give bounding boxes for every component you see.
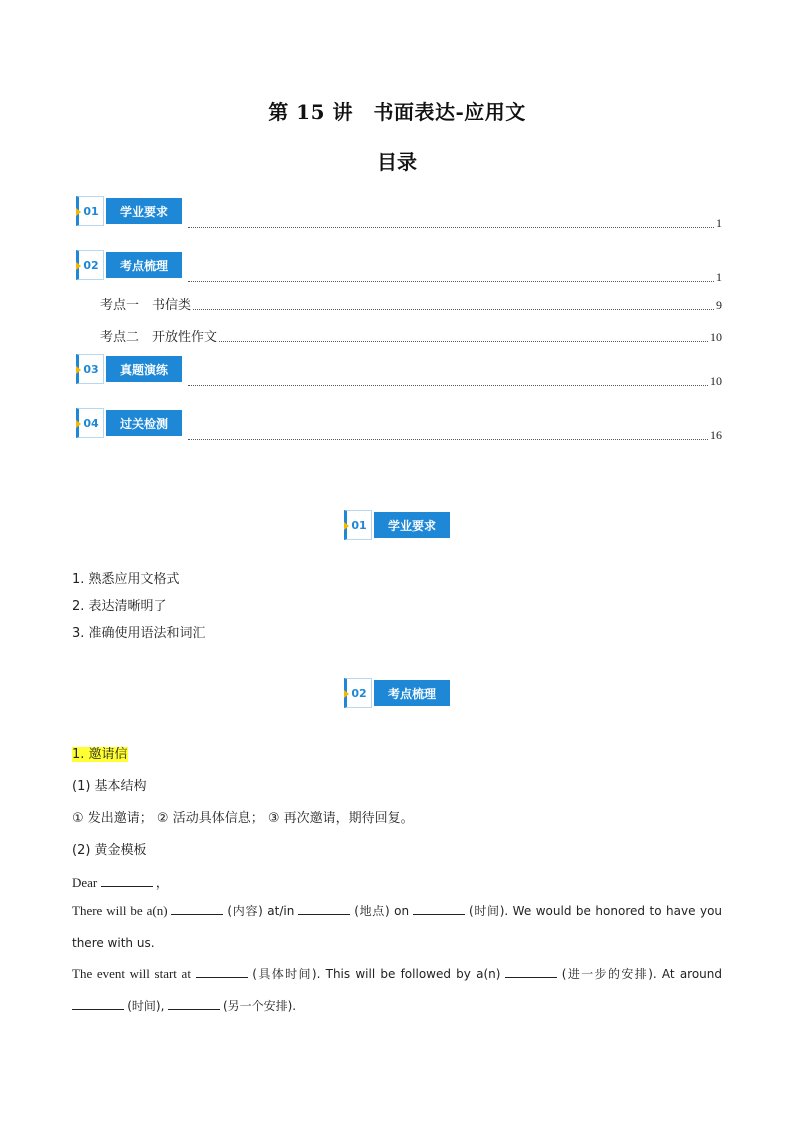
requirement-item-3: 3. 准确使用语法和词汇 [72, 626, 206, 641]
document-title: 第 15 讲 书面表达-应用文 [268, 100, 526, 124]
leader-dots [188, 280, 714, 282]
subheading-structure: (1) 基本结构 [72, 779, 147, 794]
blank-line [196, 965, 248, 978]
text-run: The event will start at [72, 966, 191, 981]
blank-line [413, 902, 465, 915]
text-run: (地点) on [354, 904, 410, 918]
toc-badge-02[interactable] [76, 250, 182, 280]
section-badge-01 [344, 510, 450, 540]
salutation-line [72, 872, 169, 891]
blank-line [505, 965, 557, 978]
page-number: 10 [710, 330, 722, 344]
blank-line [171, 902, 223, 915]
toc-subitem-1[interactable] [100, 294, 722, 313]
leader-dots [188, 438, 708, 440]
toc-subitem-2[interactable] [100, 326, 722, 345]
page-number: 9 [716, 298, 722, 312]
page-number: 10 [710, 374, 722, 388]
leader-dots [188, 226, 714, 228]
subheading-template: (2) 黄金模板 [72, 843, 147, 858]
subitem-label: 考点一 书信类 [100, 298, 192, 313]
toc-badge-01[interactable] [76, 196, 182, 226]
badge-number: 04 [76, 408, 104, 438]
page-number: 16 [710, 428, 722, 442]
text-run: (进一步的安排). At around [561, 967, 723, 981]
leader-dots [188, 384, 708, 386]
leader-dots [219, 340, 708, 342]
text-run: (时间), [127, 999, 165, 1013]
toc-heading: 目录 [377, 150, 417, 174]
text-run: There will be a(n) [72, 903, 168, 918]
badge-number: 01 [344, 510, 372, 540]
toc-line-04[interactable] [186, 428, 722, 443]
blank-line [168, 997, 220, 1010]
badge-label: 考点梳理 [374, 680, 450, 706]
blank-line [298, 902, 350, 915]
badge-label: 真题演练 [106, 356, 182, 382]
page-number: 1 [716, 270, 722, 284]
toc-badge-03[interactable] [76, 354, 182, 384]
badge-number: 02 [344, 678, 372, 708]
highlighted-heading: 1. 邀请信 [72, 747, 128, 762]
template-paragraph-1 [72, 895, 722, 959]
badge-number: 03 [76, 354, 104, 384]
leader-dots [193, 308, 714, 310]
invitation-heading [72, 743, 128, 762]
text-run: (时间). We would be honored to have you there with us. [72, 904, 723, 950]
toc-line-01[interactable] [186, 216, 722, 231]
structure-steps: ① 发出邀请； ② 活动具体信息； ③ 再次邀请，期待回复。 [72, 811, 414, 826]
section-badge-02 [344, 678, 450, 708]
text-run: (具体时间). This will be followed by a(n) [252, 967, 501, 981]
text-run: (内容) at/in [227, 904, 295, 918]
requirement-item-2: 2. 表达清晰明了 [72, 599, 167, 614]
blank-line [72, 997, 124, 1010]
blank-line [101, 874, 153, 887]
badge-number: 02 [76, 250, 104, 280]
toc-line-02[interactable] [186, 270, 722, 285]
dear-text: Dear [72, 875, 98, 890]
badge-label: 学业要求 [106, 198, 182, 224]
toc-badge-04[interactable] [76, 408, 182, 438]
subitem-label: 考点二 开放性作文 [100, 330, 218, 345]
page-number: 1 [716, 216, 722, 230]
badge-label: 过关检测 [106, 410, 182, 436]
template-paragraph-2 [72, 958, 722, 1022]
badge-number: 01 [76, 196, 104, 226]
comma: ， [155, 875, 169, 890]
text-run: (另一个安排). [222, 999, 297, 1013]
badge-label: 考点梳理 [106, 252, 182, 278]
badge-label: 学业要求 [374, 512, 450, 538]
requirement-item-1: 1. 熟悉应用文格式 [72, 572, 180, 587]
toc-line-03[interactable] [186, 374, 722, 389]
